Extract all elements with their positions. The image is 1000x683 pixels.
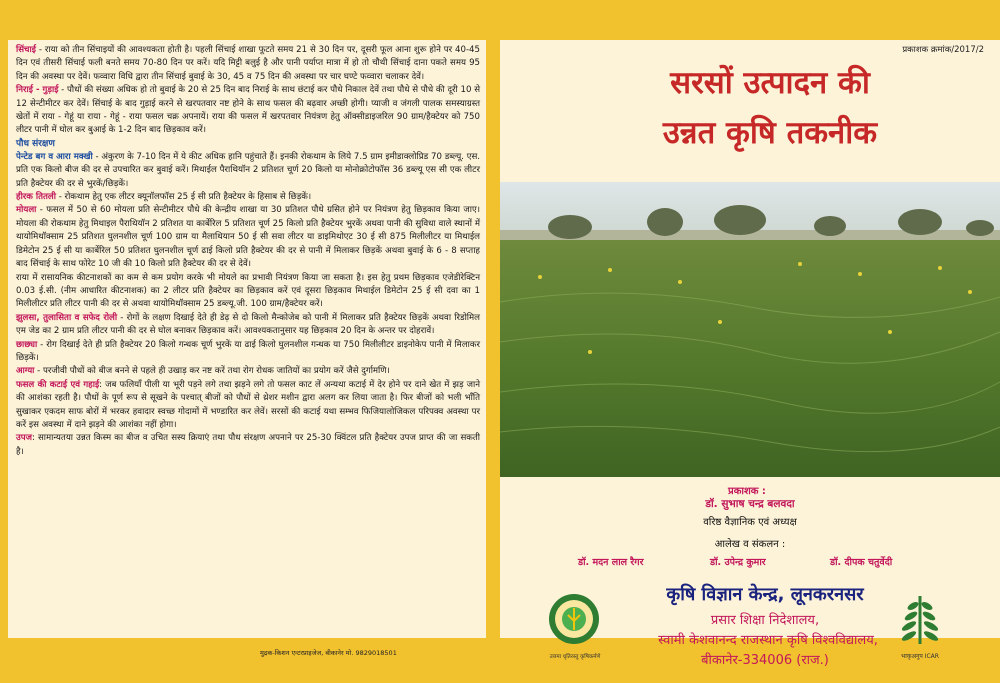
right-panel [500,40,1000,668]
university-name: स्वामी केशवानन्द राजस्थान कृषि विश्वविद्यालय, [658,633,878,648]
text-body [16,44,480,459]
title-line-1: सरसों उत्पादन की [670,65,870,101]
paragraph-heading: उपज [16,433,32,444]
page-title [590,58,950,158]
author-1: डॉ. मदन लाल रैगर [578,557,644,568]
author-2: डॉ. उपेन्द्र कुमार [710,557,766,568]
publisher-role: वरिष्ठ वैज्ञानिक एवं अध्यक्ष [703,517,797,528]
text-paragraph [16,339,480,366]
directorate-name: प्रसार शिक्षा निदेशालय, [710,613,820,628]
paragraph-text: राया में रासायनिक कीटनाशकों का कम से कम प्रयोग करके भी मोयले का प्रभावी नियंत्रण किया जा सकता है। इस हेतु प्रथम छिड़काव एजेडीरेक्टिन 0.03 ई.सी. (नीम आधारित कीटनाशक) का 2 लीटर प्रति हैक्टेयर का छिड़काव करें एवं दूसरा छिड़काव मिथाईल डिमेटोन 25 ई सी दवा का 1 मिलीलीटर प्रति लीटर पानी की दर से अथवा थायोमिथॉक्साम 25 डब्ल्यू.जी. 100 ग्राम/हैक्टेयर करें। [16,272,480,310]
icar-caption: भाकृअनुप ICAR [901,653,939,660]
paragraph-heading: सिंचाई [16,45,36,55]
paragraph-text: : जब फलियाँ पीली या भूरी पड़ने लगे तथा झड़ने लगे तो फसल काट लें अन्यथा कटाई में देर होने पर दाने खेत में झड़ जाने की आशंका रहती है। पौधों के पूर्ण रूप से सूखने के पश्चात् बीजों को पौधों से थ्रेशर मशीन द्वारा अलग कर लिया जाता है। फिर बीजों को भली भाँति सुखाकर एकदम साफ बोरों में भरकर हवादार स्वच्छ गोदामों में भण्डारित कर लेवें। सरसों की कटाई यथा सम्भव फिजियालोजिकल परिपक्व अवस्था पर करें इस अवस्था में दाने झड़ने की आशंका नहीं होगा। [16,379,481,430]
text-paragraph [16,272,480,312]
text-paragraph [16,365,480,378]
printer-credit: मुद्रक-किशन एन्टरप्राइजेज, बीकानेर मो. 9829018501 [260,649,397,657]
university-logo [548,593,600,645]
university-motto: उत्तमा धृतिरस्तु कृषिकर्मणे [549,654,601,660]
text-paragraph [16,432,480,459]
title-line-2: उन्नत कृषि तकनीक [662,115,878,151]
paragraph-heading: निराई - गुड़ाई [16,85,59,96]
text-paragraph [16,191,480,204]
section-heading: पौध संरक्षण [16,138,55,149]
bottom-strip [8,638,486,674]
publication-code: प्रकाशक क्रमांक/2017/2 [902,45,984,55]
paragraph-text: - अंकुरण के 7-10 दिन में ये कीट अधिक हानि पहुंचाते हैं। इनकी रोकथाम के लिये 7.5 ग्राम इमीडाक्लोप्रिड 70 डब्ल्यू. एस. प्रति एक किलो बीज की दर से उपचारित कर बुवाई करें। मिथाईल पैराथियॉन 2 प्रतिशत चूर्ण 20 किलो या मोनोक्रोटोफॉस 36 डब्ल्यू एस सी एक लीटर प्रति हैक्टेयर की दर से भुरकें/छिड़कें। [16,151,480,189]
paragraph-heading: मोयला [16,205,37,216]
paragraph-heading: छाछ्या [16,339,38,350]
text-paragraph [16,379,480,433]
text-paragraph [16,312,480,339]
paragraph-heading: हीरक तितली [16,192,56,203]
compiled-label: आलेख व संकलन : [714,539,786,550]
mustard-field-photo [500,182,1000,477]
paragraph-text: - रोगों के लक्षण दिखाई देते ही डेढ़ से दो किलो मैन्कोजेब को पानी में मिलाकर प्रति हैक्टेयर छिड़कें अथवा रिडोमिल एम जेड का 2 ग्राम प्रति लीटर पानी की दर से घोल बनाकर छिड़काव करें। आवश्यकतानुसार यह छिड़काव 20 दिन के अन्तर पर दोहरावें। [16,312,480,337]
paragraph-text: : सामान्यतया उन्नत किस्म का बीज व उचित सस्य क्रियाएं तथा पौध संरक्षण अपनाने पर 25-30 क्विंटल प्रति हैक्टेयर उपज प्राप्त की जा सकती है। [16,433,480,457]
paragraph-text: - पौधों की संख्या अधिक हो तो बुवाई के 20 से 25 दिन बाद निराई के साथ छंटाई कर पौधे निकाल देवें तथा पौधे से पौधे की दूरी 10 से 12 सेन्टीमीटर कर देवें। सिंचाई के बाद गुड़ाई करने से खरपतवार नष्ट होने के साथ फसल की बढ़वार अच्छी होगी। प्याजी व जंगली पालक समस्याग्रस्त खेतों में राया - गेहूं या राया - गेहूं - राया फसल चक्र अपनायें। राया की फसल में खरपतवार नियंत्रण हेतु ऑक्सीडाइजरिल 90 ग्राम/हैक्टेयर को 750 लीटर पानी में घोल कर बुआई के 1-2 दिन बाद छिड़काव करें। [16,85,481,136]
text-paragraph [16,44,480,84]
paragraph-text: - फसल में 50 से 60 मोयला प्रति सेन्टीमीटर पौधे की केन्द्रीय शाखा या 30 प्रतिशत पौधे ग्रसित होने पर नियंत्रण हेतु छिड़काव किया जाए। मोयला की रोकथाम हेतु मिथाइल पैराथियॉन 2 प्रतिशत या कार्बेरिल 5 प्रतिशत चूर्ण 25 किलो प्रति हैक्टेयर भुरकें अथवा पानी की सुविधा वाले स्थानों में थायोमिथॉक्साम 25 प्रतिशत घुलनशील चूर्ण 100 ग्राम या मैलाथियान 50 ई सी सवा लीटर या डाइमिथोएट 30 ई सी 875 मिलीलीटर या मिथाईल डिमेटोन 25 ई सी या कार्बेरिल 50 प्रतिशत घुलनशील चूर्ण ढाई किलो प्रति हैक्टेयर की दर से पानी में मिलाकर छिड़कें अथवा बुवाई के 6 - 8 सप्ताह बाद सिंचाई के साथ फोरेट 10 जी की 10 किलो प्रति हैक्टेयर की दर से देवें। [16,205,480,270]
publisher-label: प्रकाशक : [728,486,766,497]
paragraph-heading: आग्या [16,366,35,377]
paragraph-text: - राया को तीन सिंचाइयों की आवश्यकता होती है। पहली सिंचाई शाखा फूटते समय 21 से 30 दिन पर, दूसरी फूल आना शुरू होने पर 40-45 दिन एवं तीसरी सिंचाई फली बनते समय 70-80 दिन पर करें। यदि मिट्टी बलुई है और पानी पर्याप्त मात्रा में हो तो चौथी सिंचाई दाना पकते समय 95 दिन की अवस्था पर देवें। फव्वारा विधि द्वारा तीन सिंचाई बुवाई के 30, 45 व 75 दिन की अवस्था पर चार घण्टे फव्वारा चलाकर देवें। [16,45,480,82]
icar-logo [895,592,945,652]
paragraph-text: - रोकथाम हेतु एक लीटर क्यूनॉलफॉस 25 ई सी प्रति हैक्टेयर के हिसाब से छिड़कें। [55,192,312,203]
kvk-name: कृषि विज्ञान केन्द्र, लूनकरनसर [666,584,864,605]
paragraph-heading: झुलसा, तुलासिता व सफेद रोली [16,312,118,323]
left-panel [8,40,486,638]
paragraph-text: - रोग दिखाई देते ही प्रति हैक्टेयर 20 किलो गन्धक चूर्ण भुरकें या ढाई किलो घुलनशील गन्धक या 750 मिलीलीटर डाइनोकेप पानी में मिलाकर छिड़कें। [16,339,480,363]
text-paragraph [16,84,480,138]
paragraph-heading: पेन्टेड बग व आरा मक्खी [16,151,93,162]
publisher-name: डॉ. सुभाष चन्द्र बलवदा [705,498,795,510]
paragraph-text: - परजीवी पौधों को बीज बनने से पहले ही उखाड़ कर नष्ट करें तथा रोग रोधक जातियों का प्रयोग करें जैसे दुर्गामणि। [34,366,390,377]
text-paragraph [16,151,480,191]
author-3: डॉ. दीपक चतुर्वेदी [830,557,893,568]
paragraph-heading: फसल की कटाई एवं गहाई [16,379,100,390]
text-paragraph [16,204,480,271]
city-address: बीकानेर-334006 (राज.) [701,653,829,668]
